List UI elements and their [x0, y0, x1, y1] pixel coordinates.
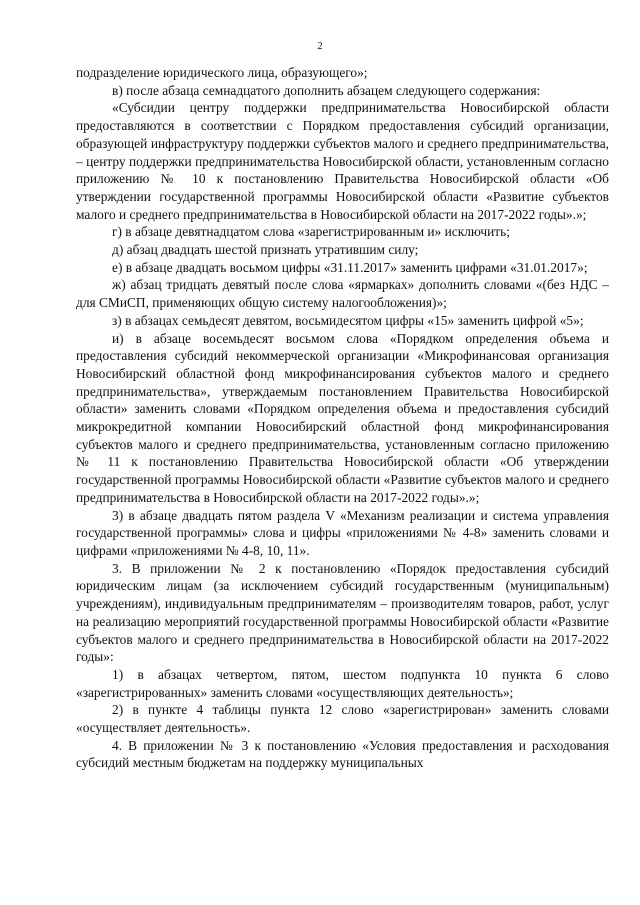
- paragraph: 4. В приложении № 3 к постановлению «Условия предоставления и расходования субсидий местным бюджетам на поддержку муниципальных: [76, 737, 609, 771]
- paragraph: подразделение юридического лица, образующего»;: [76, 65, 368, 80]
- paragraph: 2) в пункте 4 таблицы пункта 12 слово «зарегистрирован» заменить словами «осуществляет деятельность».: [76, 702, 609, 736]
- page-number: 2: [317, 40, 323, 52]
- document-body: [76, 64, 609, 772]
- paragraph: «Субсидии центру поддержки предпринимательства Новосибирской области предоставляются в соответствии с Порядком предоставления субсидий организации, образующей инфраструктуру поддержки субъектов малого и среднего предпринимательства, – центру поддержки предпринимательства Новосибирской области, установленным согласно приложению № 10 к постановлению Правительства Новосибирской области «Об утверждении государственной программы Новосибирской области «Развитие субъектов малого и среднего предпринимательства в Новосибирской области на 2017-2022 годы».»;: [76, 100, 609, 222]
- paragraph: и) в абзаце восемьдесят восьмом слова «Порядком определения объема и предоставления субсидий некоммерческой организации «Микрофинансовая организация Новосибирский областной фонд микрофинансирования субъектов малого и среднего предпринимательства», утверждаемым постановлением Правительства Новосибирской области» заменить словами «Порядком определения объема и предоставления субсидий микрокредитной компании Новосибирский областной фонд микрофинансирования субъектов малого и среднего предпринимательства, установленным согласно приложению № 11 к постановлению Правительства Новосибирской области «Об утверждении государственной программы Новосибирской области «Развитие субъектов малого и среднего предпринимательства в Новосибирской области на 2017-2022 годы».»;: [76, 330, 609, 505]
- paragraph: г) в абзаце девятнадцатом слова «зарегистрированным и» исключить;: [112, 224, 510, 240]
- paragraph: 3. В приложении № 2 к постановлению «Порядок предоставления субсидий юридическим лицам (за исключением субсидий государственным (муниципальным) учреждениям), индивидуальным предпринимателям – производителям товаров, работ, услуг на реализацию мероприятий государственной программы Новосибирской области «Развитие субъектов малого и среднего предпринимательства в Новосибирской области на 2017-2022 годы»:: [76, 560, 609, 665]
- paragraph: 1) в абзацах четвертом, пятом, шестом подпункта 10 пункта 6 слово «зарегистрированных» заменить словами «осуществляющих деятельность»;: [76, 666, 609, 700]
- paragraph: в) после абзаца семнадцатого дополнить абзацем следующего содержания:: [112, 82, 541, 98]
- paragraph: з) в абзацах семьдесят девятом, восьмидесятом цифры «15» заменить цифрой «5»;: [112, 312, 584, 328]
- paragraph: д) абзац двадцать шестой признать утратившим силу;: [112, 242, 419, 258]
- paragraph: 3) в абзаце двадцать пятом раздела V «Механизм реализации и система управления государственной программы» слова и цифры «приложениями № 4-8» заменить словами и цифрами «приложениями № 4-8, 10, 11».: [76, 507, 609, 558]
- paragraph: е) в абзаце двадцать восьмом цифры «31.11.2017» заменить цифрами «31.01.2017»;: [112, 259, 588, 275]
- paragraph: ж) абзац тридцать девятый после слова «ярмарках» дополнить словами «(без НДС – для СМиСП, применяющих общую систему налогообложения)»;: [76, 277, 609, 311]
